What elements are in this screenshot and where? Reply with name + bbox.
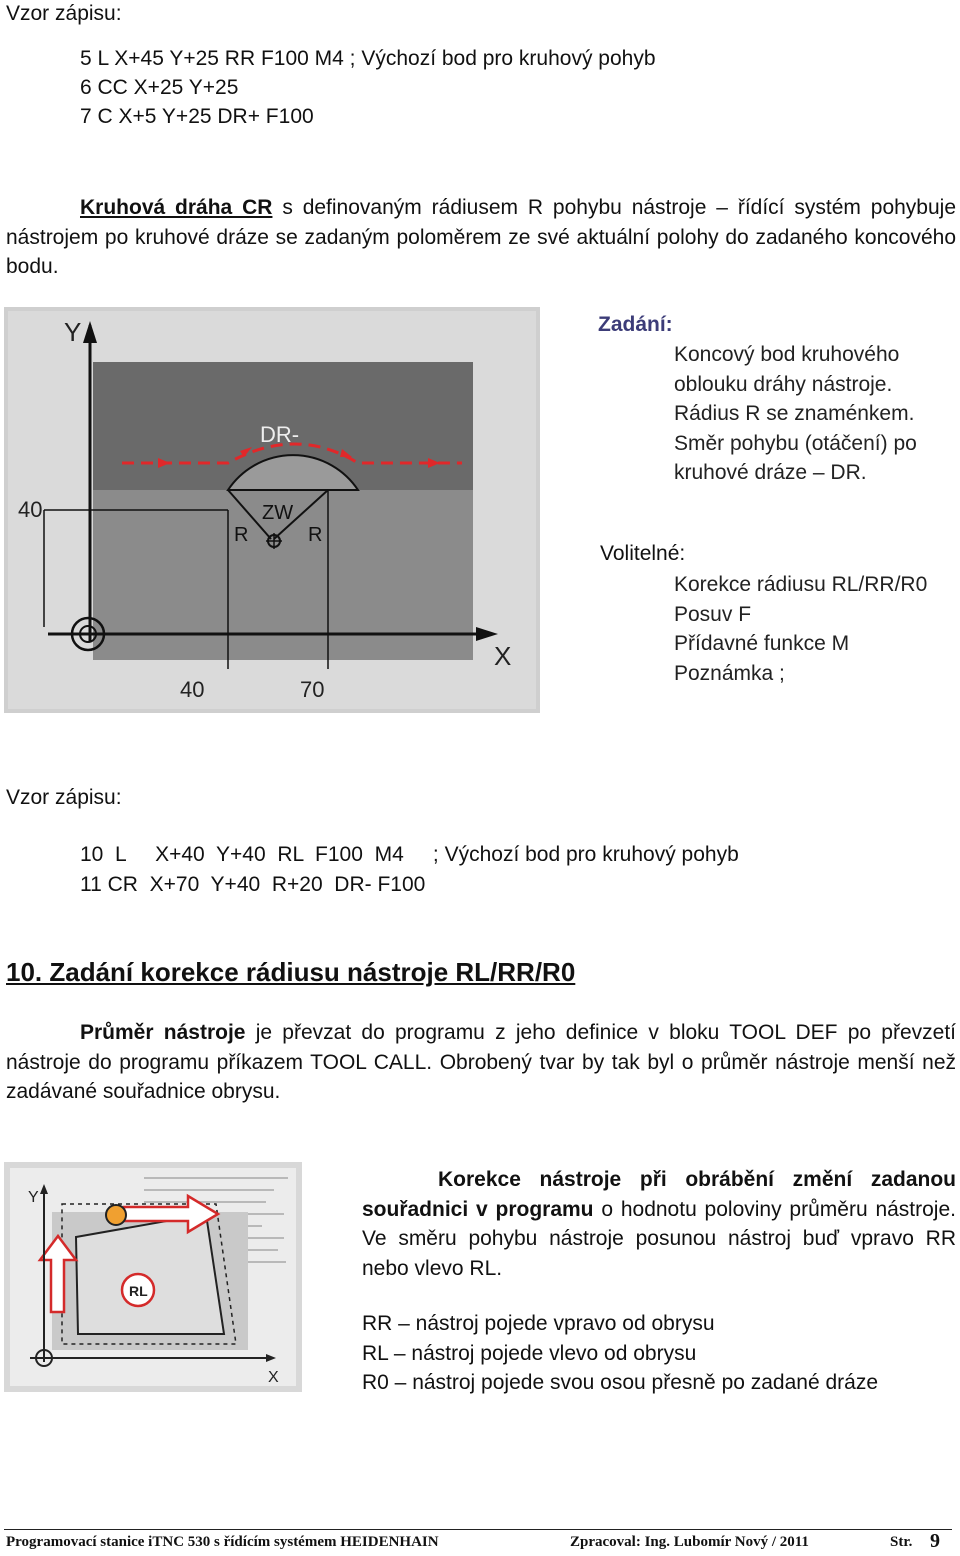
figure-radius-compensation (4, 1162, 302, 1392)
tool-icon (106, 1205, 126, 1225)
volitelne-line: Přídavné funkce M (674, 632, 850, 655)
r-left-label: R (234, 524, 249, 546)
list-item: R0 – nástroj pojede svou osou přesně po zadané dráze (362, 1371, 879, 1394)
section-heading-1: Vzor zápisu: (6, 2, 122, 25)
korekce-text: o hodnotu poloviny průměru nástroje. Ve směru pohybu nástroje posunou nástroj buď vpravo RR nebo vlevo RL. (362, 1197, 956, 1280)
section-10-heading: 10. Zadání korekce rádiusu nástroje RL/RR/R0 (6, 957, 576, 987)
y40-label: 40 (18, 497, 43, 522)
cr-paragraph (6, 193, 956, 282)
volitelne-line: Posuv F (674, 602, 752, 626)
code-line: 11 CR X+70 Y+40 R+20 DR- F100 (80, 873, 426, 896)
volitelne-heading: Volitelné: (600, 542, 686, 565)
code-line: 5 L X+45 Y+25 RR F100 M4 ; Výchozí bod pro kruhový pohyb (80, 47, 656, 70)
section-heading-2: Vzor zápisu: (6, 786, 122, 809)
korekce-bold: Korekce nástroje při obrábění změní zadanou souřadnici v programu (362, 1168, 956, 1221)
y-axis-label: Y (64, 317, 82, 347)
zadani-list (674, 340, 917, 488)
cr-term: Kruhová dráha CR (80, 196, 273, 219)
r-right-label: R (308, 524, 323, 546)
list-item: RL – nástroj pojede vlevo od obrysu (362, 1341, 697, 1365)
dr-label: DR- (260, 422, 300, 447)
korekce-paragraph (362, 1165, 956, 1283)
volitelne-list (674, 570, 927, 688)
volitelne-line: Korekce rádiusu RL/RR/R0 (674, 573, 928, 596)
zw-label: ZW (262, 502, 294, 524)
footer-page-number: 9 (930, 1530, 940, 1552)
zadani-line: oblouku dráhy nástroje. (674, 372, 893, 396)
compensation-list (362, 1309, 878, 1398)
y-axis-label: Y (28, 1189, 39, 1206)
x-axis-label: X (268, 1369, 279, 1386)
code-line: 7 C X+5 Y+25 DR+ F100 (80, 105, 314, 128)
x70-label: 70 (300, 677, 325, 702)
footer-author: Zpracoval: Ing. Lubomír Nový / 2011 (570, 1534, 809, 1550)
x-axis-label: X (494, 641, 512, 671)
prumer-text: je převzat do programu z jeho definice v bloku TOOL DEF po převzetí nástroje do programu příkazem TOOL CALL. Obrobený tvar by tak byl o průměr nástroje menší než zadávané souřadnice obrysu. (6, 1021, 956, 1103)
zadani-heading: Zadání: (598, 313, 673, 336)
zadani-line: Rádius R se znaménkem. (674, 402, 915, 425)
zadani-line: Směr pohybu (otáčení) po (674, 431, 917, 455)
zadani-line: kruhové dráze – DR. (674, 461, 867, 484)
footer-rule (4, 1529, 952, 1530)
footer-page-label: Str. (890, 1534, 913, 1550)
prumer-term: Průměr nástroje (80, 1021, 246, 1044)
footer-title: Programovací stanice iTNC 530 s řídícím systémem HEIDENHAIN (6, 1534, 439, 1550)
volitelne-line: Poznámka ; (674, 661, 785, 685)
x40-label: 40 (180, 677, 205, 702)
cr-text: s definovaným rádiusem R pohybu nástroje – řídící systém pohybuje nástrojem po kruhové dráze se zadaným poloměrem ze své aktuální polohy do zadaného koncového bodu. (6, 196, 956, 278)
code-line: 10 L X+40 Y+40 RL F100 M4 ; Výchozí bod pro kruhový pohyb (80, 843, 739, 866)
list-item: RR – nástroj pojede vpravo od obrysu (362, 1312, 715, 1335)
code-line: 6 CC X+25 Y+25 (80, 76, 239, 99)
rl-label: RL (129, 1283, 148, 1299)
zadani-line: Koncový bod kruhového (674, 343, 900, 366)
figure-circular-path (4, 307, 540, 713)
section-10-paragraph (6, 1018, 956, 1107)
